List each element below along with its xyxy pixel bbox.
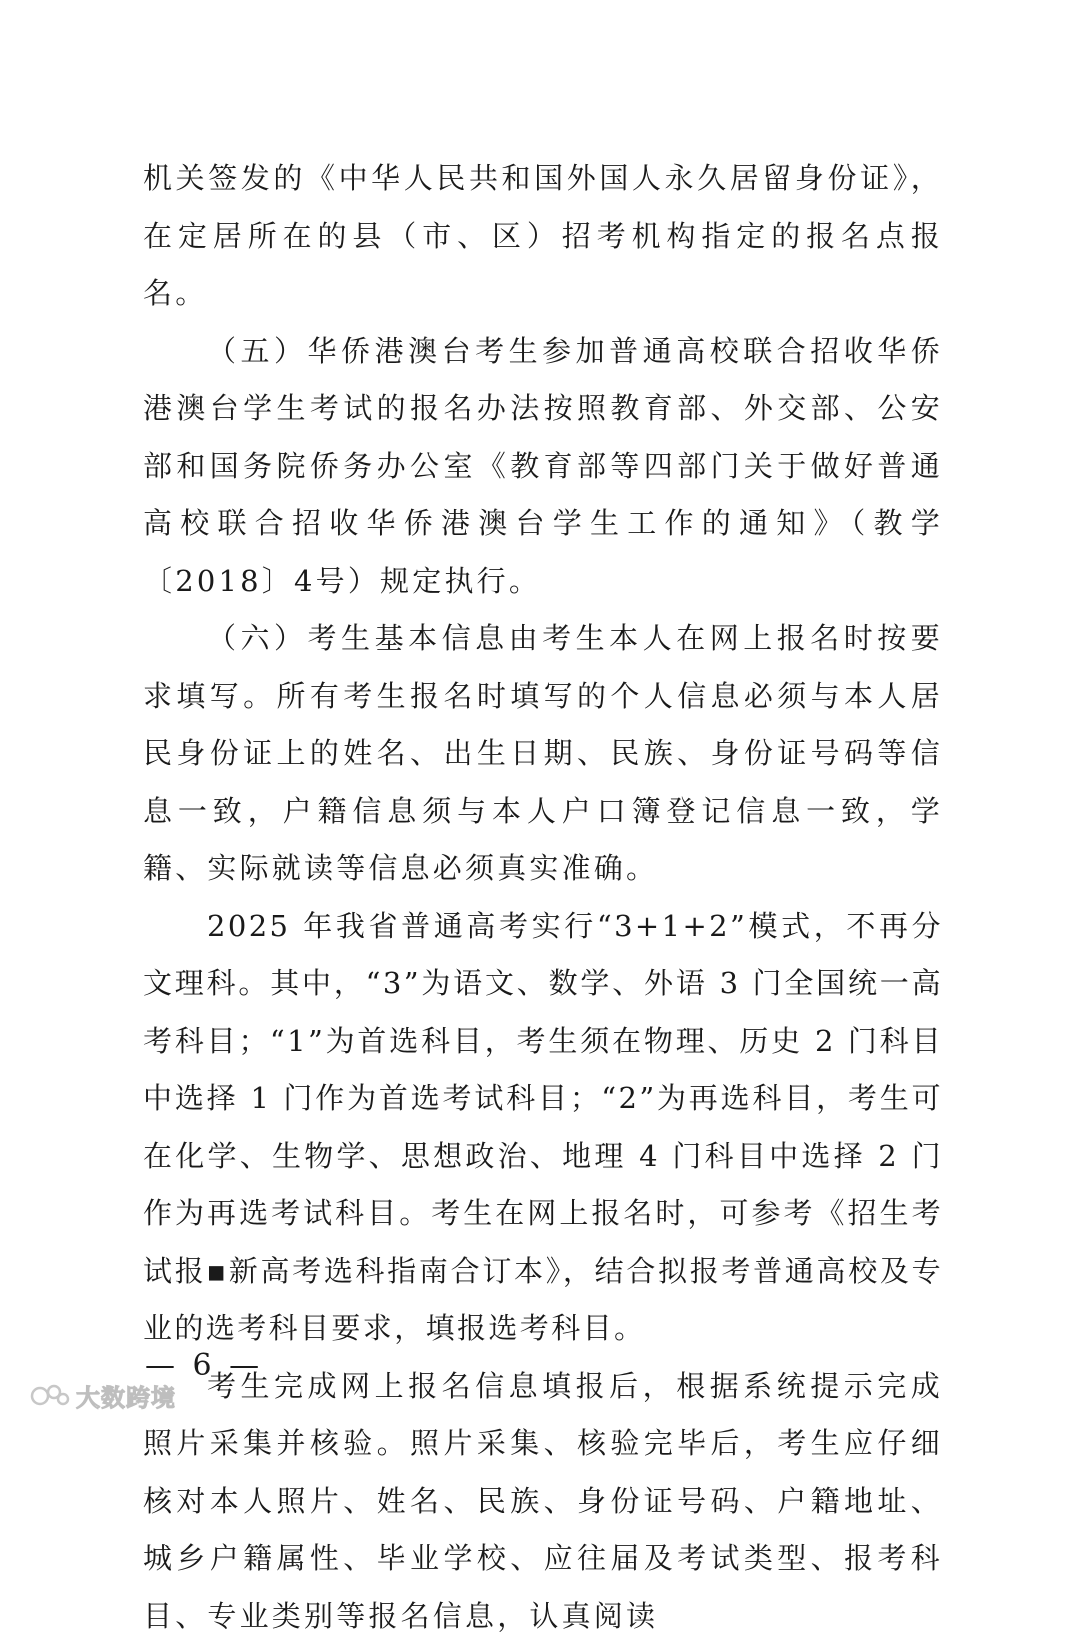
paragraph-continuation: 机关签发的《中华人民共和国外国人永久居留身份证》，在定居所在的县（市、区）招考机构指定的报名点报名。 [143, 150, 943, 323]
paragraph-photo-verification: 考生完成网上报名信息填报后，根据系统提示完成照片采集并核验。照片采集、核验完毕后，考生应仔细核对本人照片、姓名、民族、身份证号码、户籍地址、城乡户籍属性、毕业学校、应往届及考试类型、报考科目、专业类别等报名信息，认真阅读 [143, 1358, 943, 1645]
paragraph-item-five: （五）华侨港澳台考生参加普通高校联合招收华侨港澳台学生考试的报名办法按照教育部、外交部、公安部和国务院侨务办公室《教育部等四部门关于做好普通高校联合招收华侨港澳台学生工作的通知》（教学〔2018〕4号）规定执行。 [143, 323, 943, 611]
watermark-text: 大数跨境 [76, 1378, 176, 1413]
page-number: — 6 — [145, 1348, 263, 1383]
watermark [30, 1378, 176, 1413]
paragraph-exam-mode: 2025 年我省普通高考实行“3+1+2”模式，不再分文理科。其中，“3”为语文、数学、外语 3 门全国统一高考科目；“1”为首选科目，考生须在物理、历史 2 门科目中选择 1 门作为首选考试科目；“2”为再选科目，考生可在化学、生物学、思想政治、地理 4 门科目中选择 2 门作为再选考试科目。考生在网上报名时，可参考《招生考试报▪新高考选科指南合订本》，结合拟报考普通高校及专业的选考科目要求，填报选考科目。 [143, 898, 943, 1358]
document-body [143, 150, 943, 1645]
watermark-logo-icon [30, 1381, 70, 1411]
paragraph-item-six: （六）考生基本信息由考生本人在网上报名时按要求填写。所有考生报名时填写的个人信息必须与本人居民身份证上的姓名、出生日期、民族、身份证号码等信息一致，户籍信息须与本人户口簿登记信息一致，学籍、实际就读等信息必须真实准确。 [143, 610, 943, 898]
